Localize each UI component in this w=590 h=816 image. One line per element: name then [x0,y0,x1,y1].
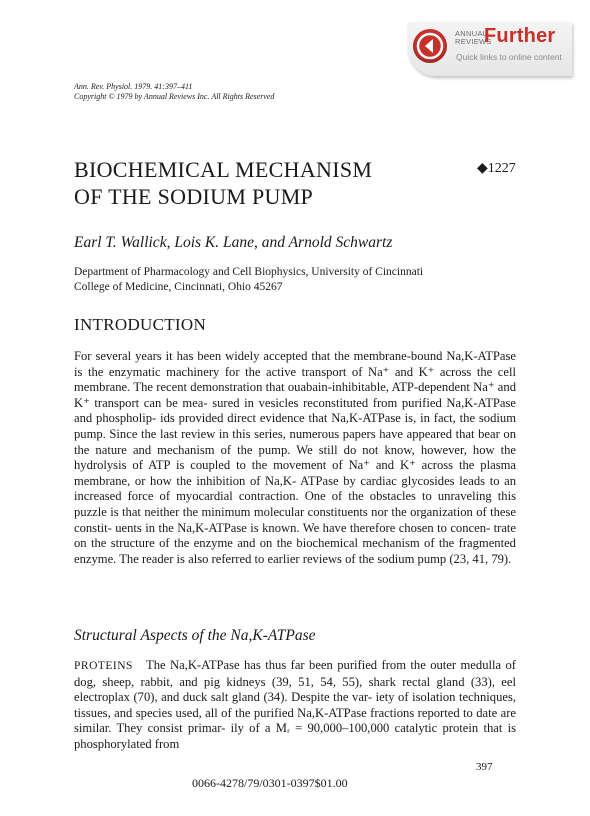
text-line: ily of a Mᵣ = 90,000–100,000 catalytic protein that is phosphorylated from [74,721,516,751]
text-line: contraction. One of the obstacles to unraveling this puzzle is that neither [74,489,516,519]
text-line: Na,K-ATPase fractions reported to date are similar. They consist primar- [74,705,516,736]
text-line: and K⁺ across the plasma membrane, or how the inhibition of Na,K- [74,458,516,488]
play-arrow-icon [413,29,447,63]
text-line: ids provided direct evidence that Na,K-ATPase is, in fact, the sodium [160,411,516,426]
runin-heading-proteins: PROTEINS [74,660,133,672]
text-line: however, how the hydrolysis of ATP is coupled to the movement of Na⁺ [74,442,517,473]
subsection-heading-structural: Structural Aspects of the Na,K-ATPase [74,627,316,644]
article-title [74,156,372,210]
further-banner[interactable] [408,22,572,76]
page-number: 397 [476,761,493,773]
text-line: The Na,K-ATPase has thus far been purified from the outer [146,658,457,672]
text-line: ouabain-inhibitable, ATP-dependent Na⁺ and K⁺ transport can be mea- [74,380,516,410]
affiliation-line: College of Medicine, Cincinnati, Ohio 45267 [74,281,283,293]
footer-code: 0066-4278/79/0301-0397$01.00 [192,776,348,790]
text-line: that bear on the nature and mechanism of the pump. We still do not know, [74,426,516,457]
text-line: the minimum molecular constituents nor the organization of these constit- [74,504,516,535]
proteins-paragraph [74,658,516,753]
reference-code: ◆1227 [477,161,516,176]
text-line: For several years it has been widely accepted that the membrane-bound [74,349,443,363]
text-line: gland (33), eel electroplax (70), and duck salt gland (34). Despite the var- [74,674,516,705]
banner-subtitle: Quick links to online content [456,52,562,62]
title-line: BIOCHEMICAL MECHANISM [74,157,373,182]
affiliation-line: Department of Pharmacology and Cell Biophysics, University of Cincinnati [74,266,424,278]
introduction-paragraph [74,349,516,567]
text-line: sodium pump (23, 41, 79). [377,551,512,566]
text-line: sured in vesicles reconstituted from purified Na,K-ATPase and phospholip- [74,395,516,426]
text-line: ATPase by cardiac glycosides leads to an increased force of myocardial [74,473,516,504]
authors: Earl T. Wallick, Lois K. Lane, and Arnold Schwartz [74,234,393,251]
journal-citation: Ann. Rev. Physiol. 1979. 41:397–411 [74,82,193,91]
banner-small-text: ANNUAL REVIEWS [455,29,492,46]
text-line: medulla of dog, sheep, rabbit, and pig kidneys (39, 51, 54, 55), shark rectal [74,658,516,689]
text-line: trate on the structure of the enzyme and on the biochemical mechanism of [74,520,517,551]
text-line: Na⁺ and K⁺ across the cell membrane. The recent demonstration that [74,364,516,395]
text-line: iety of isolation techniques, tissues, and species used, all of the purified [74,690,517,720]
copyright-line: Copyright © 1979 by Annual Reviews Inc. All Rights Reserved [74,92,275,101]
text-line: the fragmented enzyme. The reader is also referred to earlier reviews of the [74,536,516,566]
title-line: OF THE SODIUM PUMP [74,184,314,209]
text-line: pump. Since the last review in this series, numerous papers have appeared [74,426,453,441]
banner-brand: Further [484,25,556,47]
text-line: Na,K-ATPase is the enzymatic machinery for the active transport of [74,349,517,379]
section-heading-introduction: INTRODUCTION [74,315,207,334]
affiliation [74,265,423,295]
text-line: uents in the Na,K-ATPase is known. We have therefore chosen to concen- [115,520,491,535]
journal-header [74,82,274,102]
